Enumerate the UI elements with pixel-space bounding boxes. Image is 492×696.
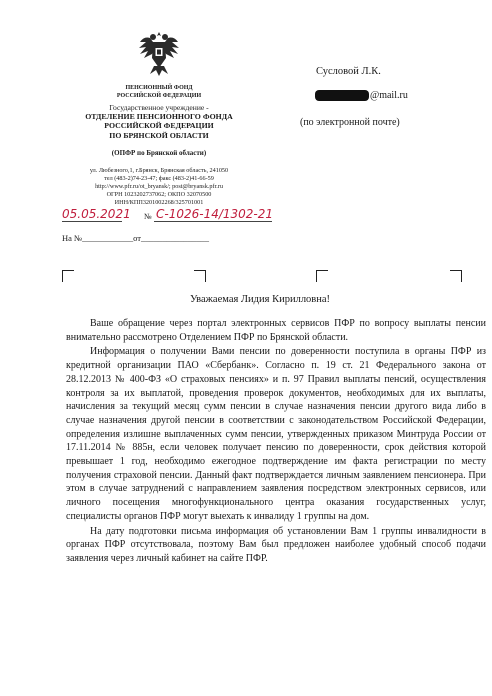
delivery-note: (по электронной почте) — [300, 117, 400, 128]
handwritten-number: С-1026-14/1302-21 — [156, 207, 274, 221]
letter-body — [66, 317, 486, 566]
gov-institution: Государственное учреждение - — [109, 103, 209, 112]
redaction-mark — [315, 90, 369, 101]
letter-paragraph: Информация о получении Вами пенсии по доверенности поступила в органы ПФР из кредитной организации ПАО «Сбербанк». Согласно п. 19 ст. 21 Федерального закона от 28.12.2013 № 400-ФЗ «О страховых пенсиях» и п. 97 Правил выплаты пенсий, осуществления контроля за их выплатой, проведения проверок документов, необходимых для их выплаты, начисления за текущий месяц сумм пенсии в случае назначения пенсии другого вида либо в случае назначения другой пенсии в соответствии с законодательством Российской Федерации, определения излишне выплаченных сумм пенсии, утвержденных приказом Минтруда России от 17.11.2014 № 885н, если человек получает пенсию по доверенности, срок действия которой превышает 1 год, необходимо ежегодное подтверждение им факта регистрации по месту получения страховой пенсии. Данный факт подтверждается личным заявлением пенсионера. При этом в случае затруднений с направлением заявления посредством электронных сервисов, или личного посещения многофункционального центра оказания государственных услуг, специалисты органов ПФР могут выехать к инвалиду 1 группы на дом. — [66, 346, 486, 522]
contact-line: ОГРН 1023202737062; ОКПО 32070500 — [106, 191, 212, 198]
outgoing-date-number — [62, 207, 282, 225]
address-corner-mark — [450, 270, 462, 282]
address-corner-mark — [62, 270, 74, 282]
handwritten-date: 05.05.2021 — [62, 207, 131, 221]
reply-to-label: На № — [62, 233, 83, 243]
letter-paragraph: На дату подготовки письма информация об установлении Вам 1 группы инвалидности в органах ПФР отсутствовала, поэтому Вам был предложен наиболее удобный способ подачи заявления через личный кабинет на сайте ПФР. — [66, 525, 486, 564]
letter-paragraph: Ваше обращение через портал электронных сервисов ПФР по вопросу выплаты пенсии внимательно рассмотрено Отделением ПФР по Брянской области. — [66, 318, 486, 343]
fund-name-line2: РОССИЙСКОЙ ФЕДЕРАЦИИ — [116, 92, 202, 99]
department-short-name: (ОПФР по Брянской области) — [111, 149, 207, 157]
department-name — [56, 112, 262, 140]
coat-of-arms-icon — [136, 28, 182, 78]
contact-line: ИНН/КПП3201002268/325701001 — [114, 199, 204, 206]
reply-to-row: На №____________от________________ — [62, 233, 210, 243]
department-line2: РОССИЙСКОЙ ФЕДЕРАЦИИ — [104, 121, 214, 131]
contact-block — [56, 167, 262, 207]
date-underline — [62, 221, 122, 222]
contact-line: ул. Любезного,1, г.Брянск, Брянская область, 241050 — [89, 167, 229, 174]
recipient-email — [315, 90, 408, 101]
contact-line: http://www.pfr.ru/ot_bryansk/; post@bryansk.pfr.ru — [95, 183, 223, 190]
department-line3: ПО БРЯНСКОЙ ОБЛАСТИ — [109, 130, 209, 140]
number-sign: № — [144, 212, 152, 221]
address-corner-mark — [194, 270, 206, 282]
recipient-name: Сусловой Л.К. — [316, 66, 381, 77]
address-corner-mark — [316, 270, 328, 282]
reply-to-from: от — [133, 233, 142, 243]
fund-name — [56, 85, 262, 100]
department-line1: ОТДЕЛЕНИЕ ПЕНСИОННОГО ФОНДА — [85, 112, 233, 121]
fund-name-line1: ПЕНСИОННЫЙ ФОНД — [125, 85, 193, 91]
number-underline — [154, 221, 272, 222]
greeting: Уважаемая Лидия Кирилловна! — [189, 294, 331, 305]
contact-line: тел (483-2)74-23-47; факс (483-2)41-66-59 — [104, 175, 214, 182]
email-domain: @mail.ru — [370, 90, 408, 101]
